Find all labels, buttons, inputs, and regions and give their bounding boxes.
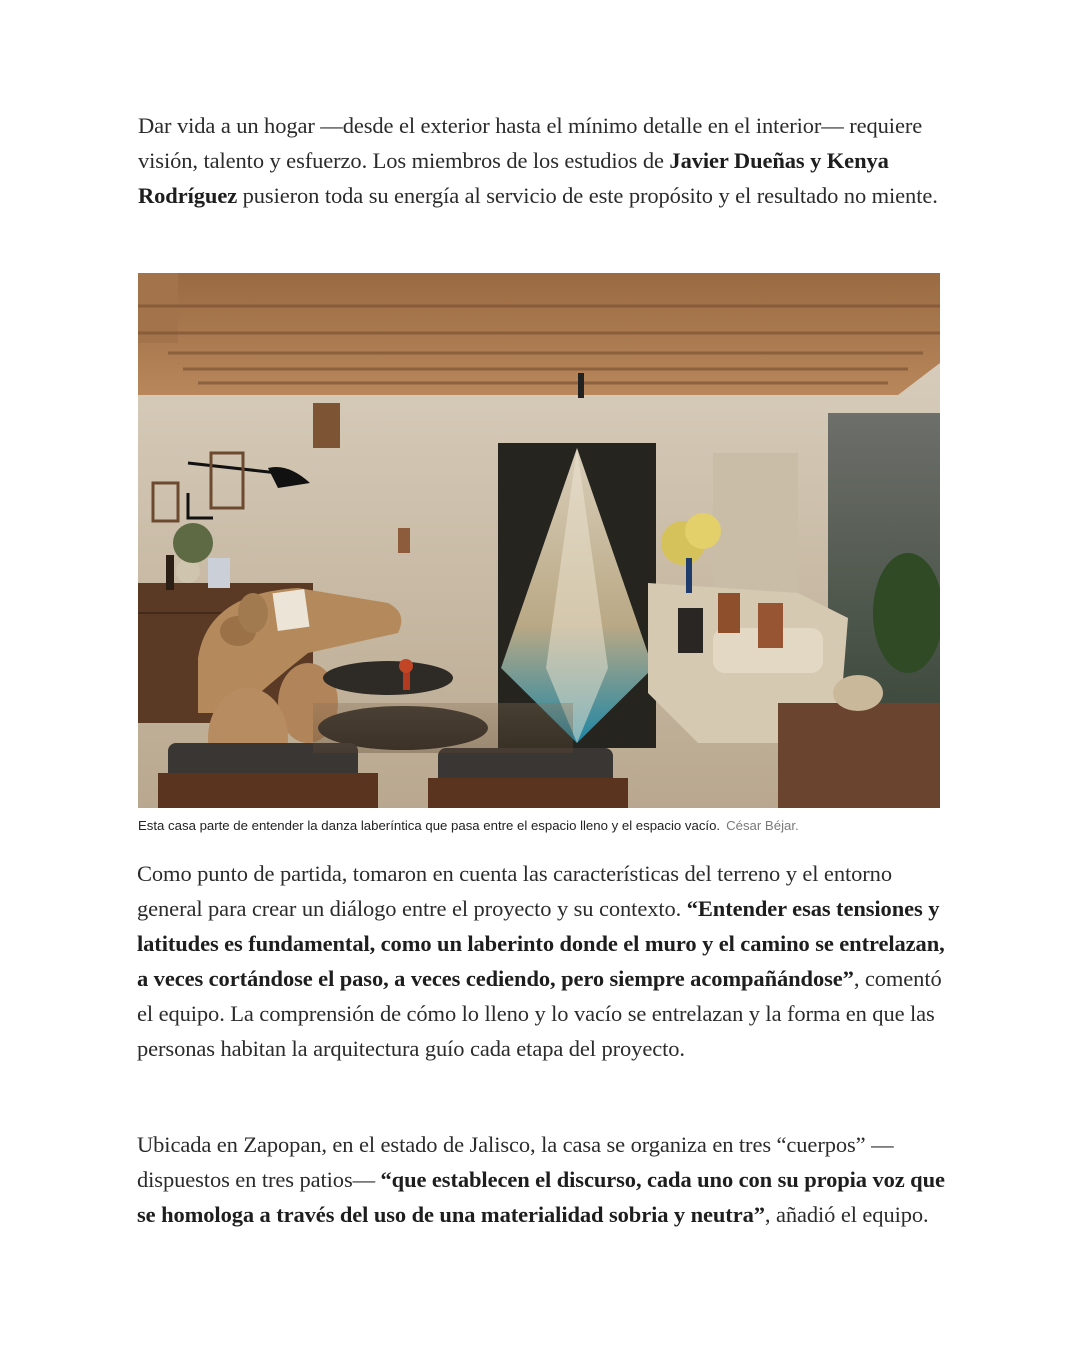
intro-text-a: Dar vida a un hogar —desde el exterior hasta el mínimo detalle en el interior— requiere visión, talento y esfuerzo. Los miembros de los estudios de — [138, 113, 923, 173]
intro-text-b: pusieron toda su energía al servicio de este propósito y el resultado no miente. — [237, 183, 938, 208]
caption-text: Esta casa parte de entender la danza laberíntica que pasa entre el espacio lleno y el espacio vacío. — [138, 818, 721, 833]
p3-quote-bold: “que establecen el discurso, cada uno con su propia voz que se homologa a través del uso de una materialidad sobria y neutra” — [137, 1167, 945, 1227]
photo-caption — [138, 818, 799, 833]
body-paragraph-3 — [137, 1127, 949, 1232]
p3-text-b: , añadió el equipo. — [764, 1202, 929, 1227]
photo-credit: César Béjar. — [726, 818, 799, 833]
intro-paragraph — [138, 108, 943, 213]
living-room-photo — [138, 273, 940, 808]
living-room-image — [138, 273, 940, 808]
architects-names-bold: Javier Dueñas y Kenya Rodríguez — [138, 148, 889, 208]
p3-text-a: Ubicada en Zapopan, en el estado de Jalisco, la casa se organiza en tres “cuerpos” —dispuestos en tres patios— — [137, 1132, 894, 1192]
p2-text-a: Como punto de partida, tomaron en cuenta las características del terreno y el entorno general para crear un diálogo entre el proyecto y su contexto. — [137, 861, 892, 921]
p2-text-b: , comentó el equipo. La comprensión de cómo lo lleno y lo vacío se entrelazan y la forma en que las personas habitan la arquitectura guío cada etapa del proyecto. — [137, 966, 942, 1061]
p2-quote-bold: “Entender esas tensiones y latitudes es fundamental, como un laberinto donde el muro y el camino se entrelazan, a veces cortándose el paso, a veces cediendo, pero siempre acompañándose” — [137, 896, 945, 991]
body-paragraph-2 — [137, 856, 949, 1066]
